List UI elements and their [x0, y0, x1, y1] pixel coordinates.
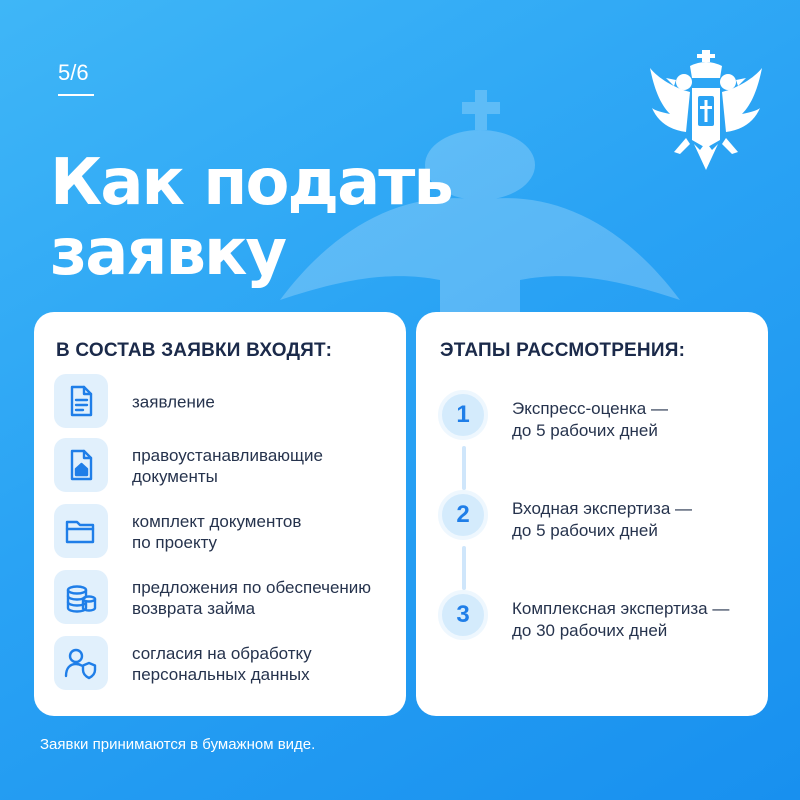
- stage-2: [438, 490, 758, 550]
- stage-text: Комплексная экспертиза — до 30 рабочих дней: [512, 599, 730, 640]
- stage-number-badge: 3: [438, 590, 488, 640]
- title-line-2: заявку: [50, 216, 286, 290]
- folder-icon: [54, 504, 108, 558]
- list-item-text: предложения по обеспечению возврата займа: [132, 578, 372, 618]
- list-item-text: согласия на обработку персональных данных: [132, 644, 312, 684]
- list-item-project-documents: [54, 504, 399, 560]
- stage-3: [438, 590, 758, 650]
- page-number: 5/6: [58, 60, 89, 85]
- application-contents-card: [34, 312, 406, 716]
- list-item-text: комплект документов по проекту: [132, 512, 302, 552]
- list-item-title-documents: [54, 438, 399, 494]
- review-stages-card: [416, 312, 768, 716]
- list-item-text: правоустанавливающие документы: [132, 446, 323, 486]
- user-shield-icon: [54, 636, 108, 690]
- list-item-personal-data-consent: [54, 636, 399, 692]
- list-item-loan-security: [54, 570, 399, 626]
- page-number-underline: [58, 94, 94, 96]
- stage-1: [438, 390, 758, 450]
- list-item-text: заявление: [132, 392, 215, 412]
- title-line-1: Как подать: [50, 146, 452, 220]
- document-house-icon: [54, 438, 108, 492]
- stage-text: Экспресс-оценка — до 5 рабочих дней: [512, 399, 668, 440]
- stage-connector: [462, 546, 466, 590]
- document-icon: [54, 374, 108, 428]
- page-title: [50, 148, 452, 288]
- stage-connector: [462, 446, 466, 490]
- eagle-emblem-icon: [650, 48, 762, 176]
- footer-note: Заявки принимаются в бумажном виде.: [40, 736, 316, 753]
- stage-text: Входная экспертиза — до 5 рабочих дней: [512, 499, 693, 540]
- coins-icon: [54, 570, 108, 624]
- stage-number-badge: 2: [438, 490, 488, 540]
- stage-number-badge: 1: [438, 390, 488, 440]
- review-stages-title: ЭТАПЫ РАССМОТРЕНИЯ:: [440, 340, 686, 361]
- application-contents-title: В СОСТАВ ЗАЯВКИ ВХОДЯТ:: [56, 340, 333, 361]
- list-item-statement: [54, 374, 399, 430]
